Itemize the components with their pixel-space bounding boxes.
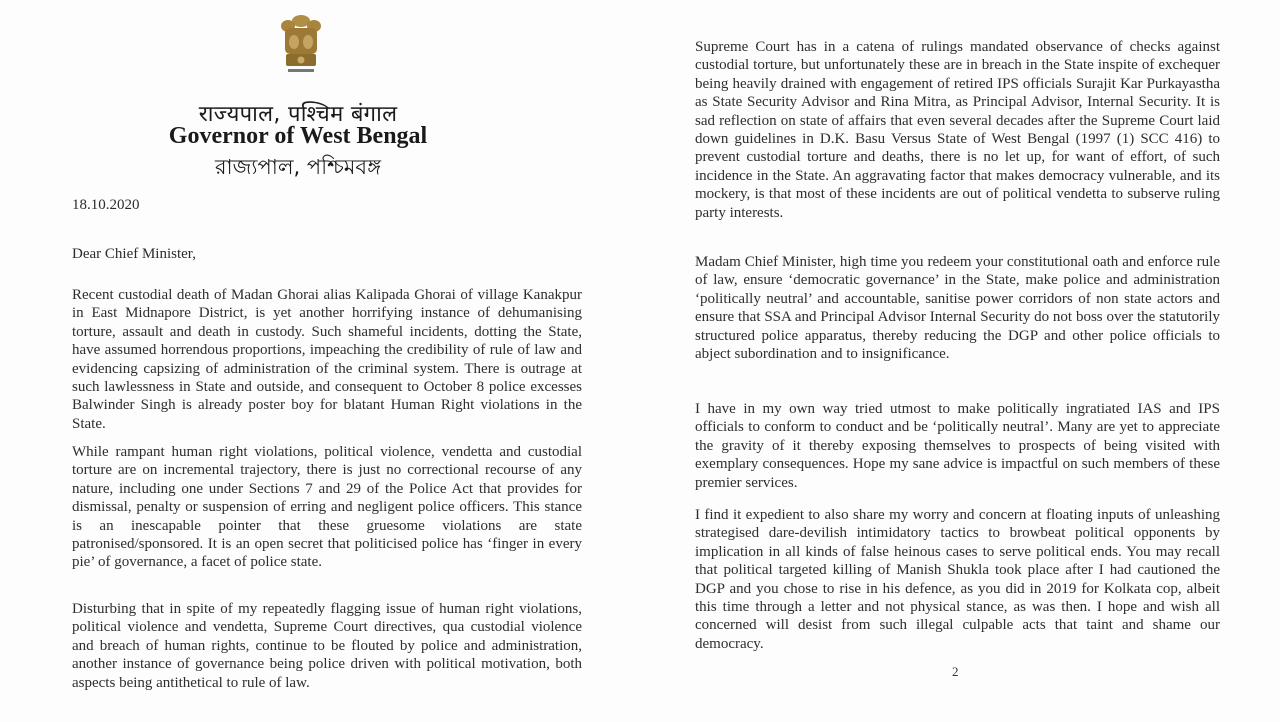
letter-date: 18.10.2020	[72, 197, 140, 213]
paragraph: Supreme Court has in a catena of rulings mandated observance of checks against custodial torture, but unfortunately these are in breach in the State inspite of exchequer being heavily drained with engagement of retired IPS officials Surajit Kar Purkayastha as State Security Advisor and Rina Mitra, as Principal Advisor, Internal Security. It is sad reflection on state of affairs that even several decades after the Supreme Court laid down guidelines in D.K. Basu Versus State of West Bengal (1997 (1) SCC 416) to prevent custodial torture and deaths, there is no let up, for want of effort, of such incidence in the State. An aggravating factor that makes democracy vulnerable, and its mockery, is that most of these incidents are out of political vendetta to subserve ruling party interests.	[695, 39, 1220, 221]
header-english: Governor of West Bengal	[168, 123, 428, 149]
paragraph: I have in my own way tried utmost to make politically ingratiated IAS and IPS officials to conform to conduct and be ‘politically neutral’. Many are yet to appreciate the gravity of it thereby exposing themselves to prospects of being visited with exemplary consequences. Hope my sane advice is impactful on such members of these premier services.	[695, 401, 1220, 491]
header-hindi: राज्यपाल, पश्चिम बंगाल	[198, 102, 398, 127]
header-bengali: রাজ্যপাল, পশ্চিমবঙ্গ	[214, 155, 382, 179]
emblem-icon	[276, 12, 326, 82]
paragraph: While rampant human right violations, political violence, vendetta and custodial torture are on incremental trajectory, there is just no correctional recourse of any nature, including one under Sections 7 and 29 of the Police Act that provides for dismissal, penalty or suspension of erring and negligent police officers. This stance is an inescapable pointer that these gruesome violations are state patronised/sponsored. It is an open secret that politicised police has ‘finger in every pie’ of governance, a facet of police state.	[72, 444, 582, 571]
page-number: 2	[952, 664, 959, 679]
paragraph: Recent custodial death of Madan Ghorai alias Kalipada Ghorai of village Kanakpur in East Midnapore District, is yet another horrifying instance of dehumanising torture, assault and death in custody. Such shameful incidents, dotting the State, have assumed horrendous proportions, impeaching the credibility of rule of law and evidencing capsizing of administration of the criminal system. There is outrage at such lawlessness in State and outside, and consequent to October 8 police excesses Balwinder Singh is already poster boy for blatant Human Right violations in the State.	[72, 287, 582, 432]
paragraph: Madam Chief Minister, high time you redeem your constitutional oath and enforce rule of law, ensure ‘democratic governance’ in the State, make police and administration ‘politically neutral’ and accountable, sanitise power corridors of non state actors and ensure that SSA and Principal Advisor Internal Security do not boss over the statutorily structured police apparatus, thereby reducing the DGP and other police officials to abject subordination and to insignificance.	[695, 254, 1220, 363]
paragraph: I find it expedient to also share my worry and concern at floating inputs of unleashing strategised dare-devilish intimidatory tactics to browbeat political opponents by implication in all kinds of false heinous cases to serve political ends. You may recall that political targeted killing of Manish Shukla took place after I had cautioned the DGP and you chose to rise in his defence, as you did in 2019 for Kolkata cop, albeit this time through a letter and not physical stance, as was then. I hope and wish all concerned will desist from such illegal culpable acts that taint and shame our democracy.	[695, 507, 1220, 652]
letter-page-2	[640, 0, 1280, 722]
salutation: Dear Chief Minister,	[72, 246, 196, 262]
paragraph: Disturbing that in spite of my repeatedly flagging issue of human right violations, political violence and vendetta, Supreme Court directives, qua custodial violence and breach of human rights, continue to be flouted by police and administration, another instance of governance being police driven with political motivation, both aspects being antithetical to rule of law.	[72, 601, 582, 691]
